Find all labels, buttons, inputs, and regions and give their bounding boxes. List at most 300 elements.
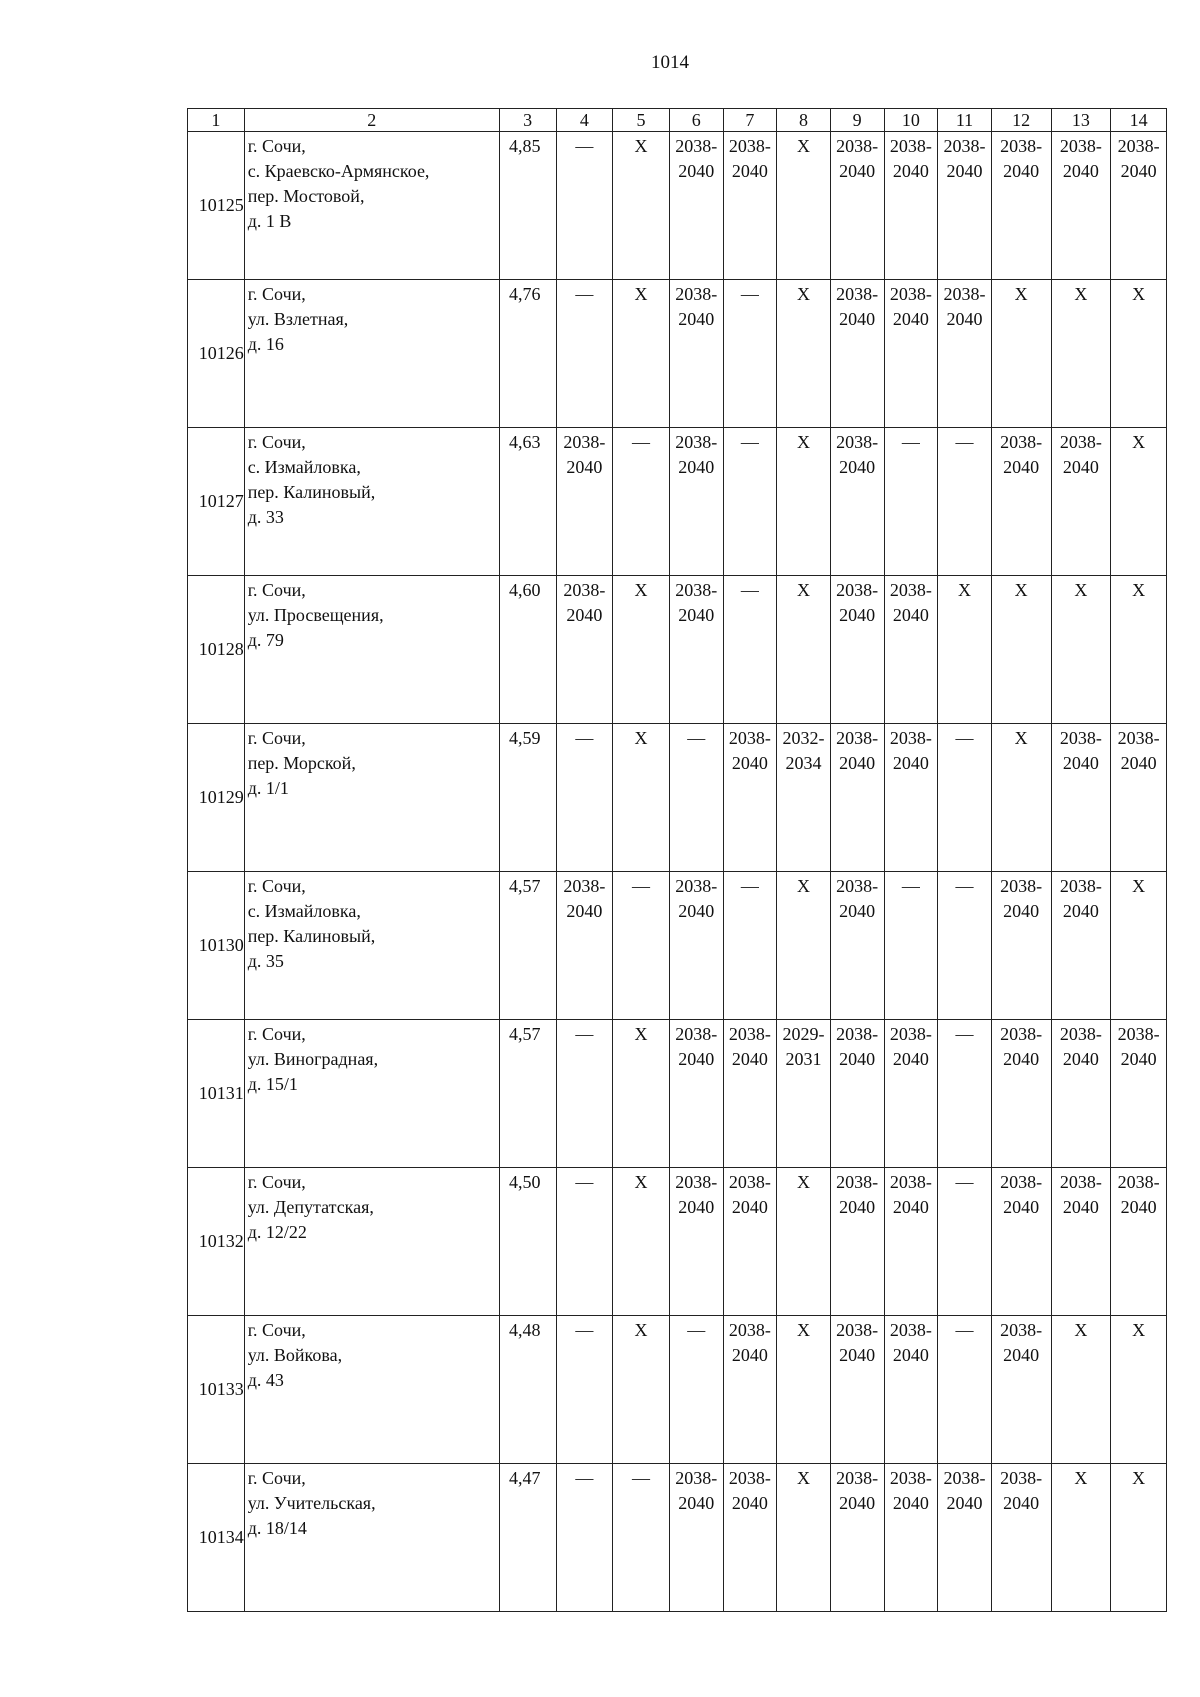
value-cell [991, 724, 1051, 872]
address-line: г. Сочи, [247, 136, 306, 156]
value-cell [777, 576, 831, 724]
cell-value: X [797, 1320, 811, 1340]
value-cell [556, 1168, 613, 1316]
value-cell [499, 1464, 556, 1612]
value-cell [1111, 1464, 1167, 1612]
cell-value: 2038- 2040 [563, 580, 606, 625]
cell-value: X [634, 1024, 648, 1044]
cell-value: X [797, 1468, 811, 1488]
value-cell [938, 132, 992, 280]
cell-value: 4,76 [509, 284, 541, 304]
address-line: г. Сочи, [247, 284, 306, 304]
value-cell [1051, 428, 1111, 576]
table-row [188, 872, 1167, 1020]
value-cell [777, 1168, 831, 1316]
value-cell [669, 724, 723, 872]
address-line: г. Сочи, [247, 432, 306, 452]
value-cell [556, 132, 613, 280]
value-cell [991, 872, 1051, 1020]
cell-value: X [634, 728, 648, 748]
value-cell [669, 1464, 723, 1612]
cell-value: X [1132, 1468, 1146, 1488]
value-cell [991, 576, 1051, 724]
value-cell [556, 428, 613, 576]
value-cell [991, 428, 1051, 576]
column-header: 11 [938, 109, 992, 132]
value-cell [499, 280, 556, 428]
value-cell [723, 1168, 777, 1316]
value-cell [938, 280, 992, 428]
cell-value: 2038- 2040 [728, 1320, 771, 1365]
cell-value: — [955, 432, 974, 452]
value-cell [938, 872, 992, 1020]
cell-value: 2038- 2040 [728, 728, 771, 773]
row-id: 10134 [188, 1464, 245, 1612]
cell-value: X [1074, 1468, 1088, 1488]
value-cell [499, 132, 556, 280]
value-cell [1051, 724, 1111, 872]
value-cell [556, 1020, 613, 1168]
cell-value: 2038- 2040 [1059, 876, 1102, 921]
value-cell [830, 1316, 884, 1464]
address-line: пер. Морской, [247, 753, 356, 773]
value-cell [777, 1464, 831, 1612]
cell-value: X [1132, 284, 1146, 304]
cell-value: 2038- 2040 [836, 432, 879, 477]
address-line: г. Сочи, [247, 1024, 306, 1044]
address-line: д. 79 [247, 630, 284, 650]
cell-value: 2038- 2040 [889, 136, 932, 181]
cell-value: 2038- 2040 [675, 876, 718, 921]
value-cell [938, 724, 992, 872]
value-cell [991, 1316, 1051, 1464]
cell-value: 2038- 2040 [889, 284, 932, 329]
address-line: д. 1 В [247, 211, 292, 231]
cell-value: X [1014, 284, 1028, 304]
address-cell [244, 1168, 499, 1316]
value-cell [669, 1020, 723, 1168]
value-cell [613, 576, 670, 724]
cell-value: 2038- 2040 [943, 136, 986, 181]
cell-value: — [955, 876, 974, 896]
row-id: 10127 [188, 428, 245, 576]
column-header: 3 [499, 109, 556, 132]
value-cell [1111, 576, 1167, 724]
cell-value: X [1074, 580, 1088, 600]
value-cell [723, 132, 777, 280]
address-line: г. Сочи, [247, 580, 306, 600]
cell-value: X [1132, 580, 1146, 600]
value-cell [499, 724, 556, 872]
value-cell [991, 1168, 1051, 1316]
address-line: г. Сочи, [247, 876, 306, 896]
value-cell [884, 1168, 938, 1316]
address-line: д. 15/1 [247, 1074, 298, 1094]
row-id: 10131 [188, 1020, 245, 1168]
value-cell [1051, 1020, 1111, 1168]
column-header: 2 [244, 109, 499, 132]
value-cell [830, 576, 884, 724]
cell-value: X [634, 136, 648, 156]
cell-value: 2038- 2040 [1059, 1024, 1102, 1069]
cell-value: — [955, 1172, 974, 1192]
cell-value: 2038- 2040 [675, 136, 718, 181]
cell-value: 2038- 2040 [1000, 1172, 1043, 1217]
cell-value: — [632, 1468, 651, 1488]
cell-value: — [740, 432, 759, 452]
value-cell [884, 576, 938, 724]
value-cell [499, 428, 556, 576]
cell-value: — [901, 876, 920, 896]
address-line: г. Сочи, [247, 1172, 306, 1192]
address-cell [244, 1464, 499, 1612]
cell-value: X [1014, 728, 1028, 748]
table-row [188, 724, 1167, 872]
cell-value: 2038- 2040 [1000, 876, 1043, 921]
value-cell [723, 1020, 777, 1168]
address-line: ул. Виноградная, [247, 1049, 379, 1069]
value-cell [884, 872, 938, 1020]
cell-value: X [1074, 284, 1088, 304]
value-cell [991, 1020, 1051, 1168]
cell-value: 2038- 2040 [889, 1468, 932, 1513]
value-cell [1111, 280, 1167, 428]
value-cell [613, 132, 670, 280]
value-cell [938, 428, 992, 576]
row-id: 10126 [188, 280, 245, 428]
value-cell [830, 1020, 884, 1168]
value-cell [556, 1316, 613, 1464]
cell-value: — [575, 1468, 594, 1488]
value-cell [556, 724, 613, 872]
cell-value: 2038- 2040 [1000, 1320, 1043, 1365]
value-cell [613, 724, 670, 872]
value-cell [1111, 872, 1167, 1020]
value-cell [613, 872, 670, 1020]
cell-value: X [797, 136, 811, 156]
cell-value: X [797, 1172, 811, 1192]
cell-value: 2038- 2040 [836, 1172, 879, 1217]
value-cell [1051, 1316, 1111, 1464]
cell-value: 2038- 2040 [728, 1024, 771, 1069]
cell-value: 4,48 [509, 1320, 541, 1340]
cell-value: 2038- 2040 [1059, 728, 1102, 773]
value-cell [1111, 1316, 1167, 1464]
table-row [188, 132, 1167, 280]
value-cell [669, 1316, 723, 1464]
value-cell [777, 428, 831, 576]
value-cell [669, 1168, 723, 1316]
value-cell [830, 1464, 884, 1612]
cell-value: — [687, 1320, 706, 1340]
value-cell [777, 132, 831, 280]
cell-value: 4,59 [509, 728, 541, 748]
address-cell [244, 1020, 499, 1168]
cell-value: 2038- 2040 [1117, 1024, 1160, 1069]
value-cell [938, 1168, 992, 1316]
cell-value: 4,85 [509, 136, 541, 156]
value-cell [613, 280, 670, 428]
value-cell [991, 280, 1051, 428]
value-cell [1051, 132, 1111, 280]
value-cell [884, 428, 938, 576]
cell-value: 4,57 [509, 1024, 541, 1044]
cell-value: 2038- 2040 [889, 1024, 932, 1069]
value-cell [613, 1168, 670, 1316]
address-line: ул. Взлетная, [247, 309, 349, 329]
address-cell [244, 1316, 499, 1464]
value-cell [499, 1020, 556, 1168]
cell-value: X [1132, 876, 1146, 896]
value-cell [669, 280, 723, 428]
cell-value: — [632, 876, 651, 896]
address-cell [244, 724, 499, 872]
value-cell [938, 576, 992, 724]
column-header: 7 [723, 109, 777, 132]
cell-value: X [1132, 1320, 1146, 1340]
cell-value: 2038- 2040 [1000, 136, 1043, 181]
value-cell [777, 872, 831, 1020]
column-header: 10 [884, 109, 938, 132]
value-cell [723, 1316, 777, 1464]
column-header: 9 [830, 109, 884, 132]
address-line: д. 43 [247, 1370, 284, 1390]
value-cell [884, 1020, 938, 1168]
address-line: д. 1/1 [247, 778, 289, 798]
row-id: 10130 [188, 872, 245, 1020]
column-header: 14 [1111, 109, 1167, 132]
cell-value: 4,63 [509, 432, 541, 452]
cell-value: — [740, 580, 759, 600]
row-id: 10128 [188, 576, 245, 724]
value-cell [938, 1020, 992, 1168]
row-id: 10125 [188, 132, 245, 280]
cell-value: X [957, 580, 971, 600]
cell-value: X [797, 432, 811, 452]
cell-value: 4,57 [509, 876, 541, 896]
cell-value: X [1132, 432, 1146, 452]
value-cell [938, 1464, 992, 1612]
cell-value: 4,60 [509, 580, 541, 600]
cell-value: X [634, 1320, 648, 1340]
cell-value: — [632, 432, 651, 452]
page-number: 1014 [651, 52, 689, 73]
value-cell [1051, 280, 1111, 428]
cell-value: 2038- 2040 [836, 728, 879, 773]
cell-value: 2038- 2040 [836, 1024, 879, 1069]
value-cell [669, 872, 723, 1020]
address-line: ул. Депутатская, [247, 1197, 374, 1217]
data-table [187, 108, 1167, 1612]
value-cell [723, 428, 777, 576]
value-cell [830, 872, 884, 1020]
cell-value: 2038- 2040 [836, 580, 879, 625]
value-cell [613, 428, 670, 576]
value-cell [1111, 1168, 1167, 1316]
cell-value: 2029- 2031 [782, 1024, 825, 1069]
value-cell [556, 576, 613, 724]
value-cell [556, 872, 613, 1020]
value-cell [884, 724, 938, 872]
value-cell [1111, 724, 1167, 872]
value-cell [723, 724, 777, 872]
value-cell [1051, 576, 1111, 724]
value-cell [830, 132, 884, 280]
cell-value: 2038- 2040 [889, 580, 932, 625]
cell-value: 2038- 2040 [1000, 432, 1043, 477]
value-cell [991, 132, 1051, 280]
value-cell [830, 1168, 884, 1316]
cell-value: — [575, 1172, 594, 1192]
value-cell [1111, 1020, 1167, 1168]
cell-value: X [797, 284, 811, 304]
cell-value: — [575, 1320, 594, 1340]
address-line: д. 18/14 [247, 1518, 307, 1538]
cell-value: X [1014, 580, 1028, 600]
value-cell [669, 576, 723, 724]
address-line: пер. Мостовой, [247, 186, 365, 206]
column-header: 1 [188, 109, 245, 132]
cell-value: X [797, 580, 811, 600]
column-header: 8 [777, 109, 831, 132]
cell-value: X [797, 876, 811, 896]
header-row [188, 109, 1167, 132]
cell-value: 2038- 2040 [943, 284, 986, 329]
value-cell [830, 428, 884, 576]
column-header: 6 [669, 109, 723, 132]
cell-value: 2038- 2040 [675, 432, 718, 477]
cell-value: 2038- 2040 [836, 1320, 879, 1365]
cell-value: — [901, 432, 920, 452]
cell-value: — [740, 284, 759, 304]
cell-value: — [955, 1320, 974, 1340]
cell-value: 2038- 2040 [728, 136, 771, 181]
cell-value: 2038- 2040 [1000, 1468, 1043, 1513]
cell-value: 2038- 2040 [1117, 1172, 1160, 1217]
cell-value: 2038- 2040 [1117, 136, 1160, 181]
value-cell [884, 1464, 938, 1612]
cell-value: X [634, 580, 648, 600]
cell-value: 2038- 2040 [836, 876, 879, 921]
value-cell [723, 280, 777, 428]
table-row [188, 1020, 1167, 1168]
address-line: пер. Калиновый, [247, 926, 376, 946]
value-cell [613, 1316, 670, 1464]
cell-value: 2038- 2040 [728, 1468, 771, 1513]
value-cell [777, 724, 831, 872]
cell-value: X [634, 1172, 648, 1192]
value-cell [830, 724, 884, 872]
value-cell [1111, 132, 1167, 280]
cell-value: 2038- 2040 [836, 284, 879, 329]
column-header: 4 [556, 109, 613, 132]
cell-value: — [955, 1024, 974, 1044]
table-row [188, 1464, 1167, 1612]
cell-value: X [634, 284, 648, 304]
value-cell [613, 1464, 670, 1612]
cell-value: 2038- 2040 [675, 284, 718, 329]
cell-value: 2038- 2040 [836, 136, 879, 181]
value-cell [777, 280, 831, 428]
value-cell [884, 280, 938, 428]
table-row [188, 1168, 1167, 1316]
value-cell [1111, 428, 1167, 576]
value-cell [723, 1464, 777, 1612]
value-cell [723, 576, 777, 724]
address-cell [244, 872, 499, 1020]
cell-value: 2038- 2040 [1059, 136, 1102, 181]
address-line: ул. Просвещения, [247, 605, 384, 625]
cell-value: 4,50 [509, 1172, 541, 1192]
table-row [188, 576, 1167, 724]
cell-value: — [575, 1024, 594, 1044]
cell-value: 2038- 2040 [675, 580, 718, 625]
cell-value: — [575, 284, 594, 304]
cell-value: 2038- 2040 [889, 1320, 932, 1365]
address-line: с. Краевско-Армянское, [247, 161, 430, 181]
address-cell [244, 280, 499, 428]
table-row [188, 428, 1167, 576]
value-cell [669, 428, 723, 576]
table-row [188, 1316, 1167, 1464]
cell-value: 2038- 2040 [1117, 728, 1160, 773]
address-line: ул. Войкова, [247, 1345, 343, 1365]
value-cell [1051, 1464, 1111, 1612]
value-cell [556, 280, 613, 428]
column-header: 12 [991, 109, 1051, 132]
cell-value: — [687, 728, 706, 748]
cell-value: 2038- 2040 [1059, 432, 1102, 477]
value-cell [991, 1464, 1051, 1612]
value-cell [556, 1464, 613, 1612]
cell-value: 2038- 2040 [563, 432, 606, 477]
table-row [188, 280, 1167, 428]
cell-value: 2032- 2034 [782, 728, 825, 773]
address-line: г. Сочи, [247, 1320, 306, 1340]
address-line: г. Сочи, [247, 728, 306, 748]
cell-value: 2038- 2040 [1059, 1172, 1102, 1217]
value-cell [613, 1020, 670, 1168]
column-header: 13 [1051, 109, 1111, 132]
value-cell [669, 132, 723, 280]
value-cell [884, 1316, 938, 1464]
value-cell [1051, 1168, 1111, 1316]
address-cell [244, 428, 499, 576]
column-header: 5 [613, 109, 670, 132]
cell-value: — [955, 728, 974, 748]
cell-value: 2038- 2040 [728, 1172, 771, 1217]
cell-value: 2038- 2040 [889, 728, 932, 773]
value-cell [723, 872, 777, 1020]
address-line: с. Измайловка, [247, 901, 361, 921]
value-cell [830, 280, 884, 428]
address-cell [244, 576, 499, 724]
cell-value: 2038- 2040 [943, 1468, 986, 1513]
cell-value: — [740, 876, 759, 896]
address-line: д. 35 [247, 951, 284, 971]
cell-value: 2038- 2040 [1000, 1024, 1043, 1069]
cell-value: — [575, 136, 594, 156]
cell-value: — [575, 728, 594, 748]
value-cell [499, 576, 556, 724]
cell-value: 2038- 2040 [889, 1172, 932, 1217]
address-cell [244, 132, 499, 280]
value-cell [777, 1316, 831, 1464]
row-id: 10133 [188, 1316, 245, 1464]
cell-value: X [1074, 1320, 1088, 1340]
row-id: 10132 [188, 1168, 245, 1316]
cell-value: 4,47 [509, 1468, 541, 1488]
